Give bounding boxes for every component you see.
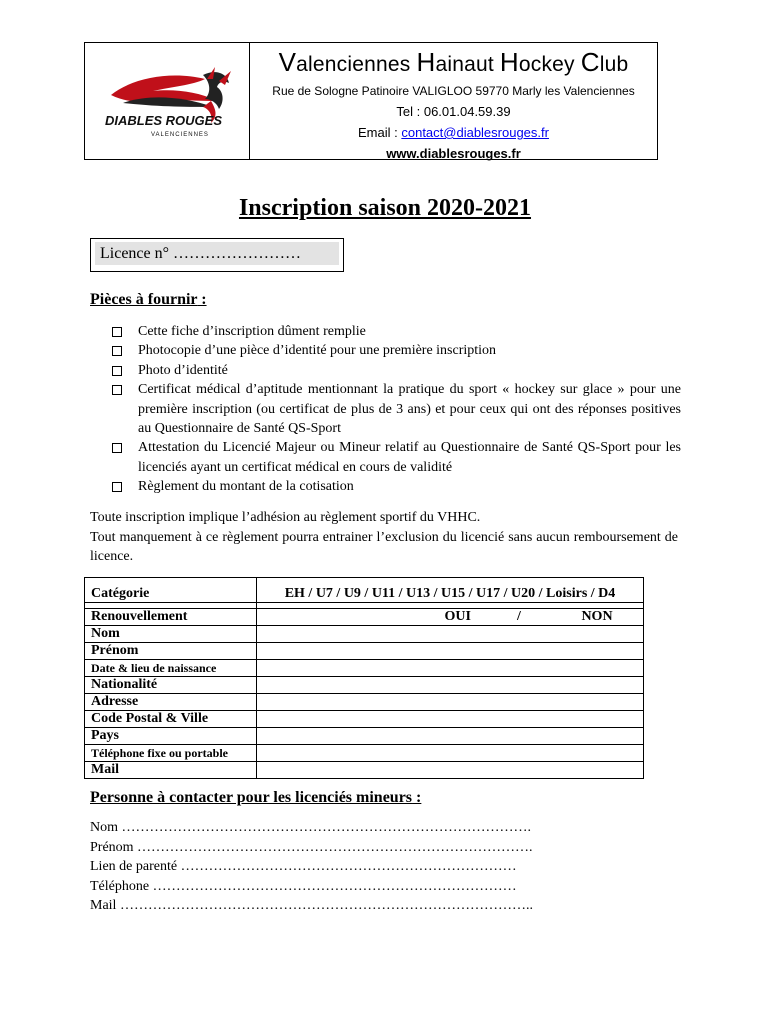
field-label: Nom [85, 626, 257, 643]
field-input[interactable] [257, 728, 644, 745]
licence-number-field: Licence n° …………………… [95, 242, 339, 265]
checkbox[interactable] [112, 346, 122, 356]
oui-option[interactable]: OUI [444, 609, 471, 624]
page-title: Inscription saison 2020-2021 [238, 195, 532, 221]
club-info [250, 43, 657, 159]
logo-subtext: VALENCIENNES [151, 132, 209, 138]
rules-paragraph: Tout manquement à ce règlement pourra entrainer l’exclusion du licencié sans aucun remboursement de licence. [90, 529, 678, 564]
checkbox[interactable] [112, 385, 122, 395]
table-row [85, 694, 644, 711]
non-option[interactable]: NON [581, 609, 613, 624]
list-item: Certificat médical d’aptitude mentionnant la pratique du sport « hockey sur glace » pour une première inscription (ou certificat de plus de 3 ans) et pour ceux qui ont des réponses positives au Questionnaire de Santé QS-Sport [112, 380, 682, 438]
contact-fields [90, 818, 570, 916]
logo-text: DIABLES ROUGES [105, 113, 223, 128]
licence-number-box[interactable] [90, 238, 344, 272]
field-input[interactable] [257, 762, 644, 779]
field-input[interactable] [257, 643, 644, 660]
checkbox[interactable] [112, 366, 122, 376]
pieces-list [112, 322, 682, 497]
contact-mail-line[interactable]: Mail …………………………………………………………………………….. [90, 898, 533, 913]
renouvellement-options[interactable] [257, 609, 644, 626]
field-input[interactable] [257, 745, 644, 762]
club-phone: Tel : 06.01.04.59.39 [396, 104, 511, 119]
field-label: Date & lieu de naissance [85, 660, 257, 677]
field-input[interactable] [257, 626, 644, 643]
table-row [85, 643, 644, 660]
contact-lien-line[interactable]: Lien de parenté ……………………………………………………………… [90, 859, 517, 874]
field-label: Mail [85, 762, 257, 779]
checkbox[interactable] [112, 443, 122, 453]
field-input[interactable] [257, 660, 644, 677]
club-logo-cell [85, 43, 250, 159]
list-item: Attestation du Licencié Majeur ou Mineur relatif au Questionnaire de Santé QS-Sport pour les licenciés ayant un certificat médical en cours de validité [112, 438, 682, 477]
table-row [85, 660, 644, 677]
table-row [85, 578, 644, 603]
club-address: Rue de Sologne Patinoire VALIGLOO 59770 Marly les Valenciennes [272, 84, 635, 98]
table-row [85, 762, 644, 779]
letterhead [84, 42, 658, 160]
rules-text [90, 508, 678, 567]
field-label: Téléphone fixe ou portable [85, 745, 257, 762]
list-item: Photocopie d’une pièce d’identité pour une première inscription [112, 341, 682, 360]
categorie-options[interactable]: EH / U7 / U9 / U11 / U13 / U15 / U17 / U20 / Loisirs / D4 [257, 578, 644, 603]
club-website[interactable]: www.diablesrouges.fr [386, 146, 521, 161]
field-label: Prénom [85, 643, 257, 660]
categorie-label: Catégorie [85, 578, 257, 603]
contact-heading: Personne à contacter pour les licenciés mineurs : [90, 789, 422, 806]
diables-rouges-logo [93, 57, 243, 147]
club-name: Valenciennes Hainaut Hockey Club [278, 47, 629, 77]
registration-form-table [84, 577, 644, 779]
email-link[interactable]: contact@diablesrouges.fr [401, 125, 549, 140]
field-label: Nationalité [85, 677, 257, 694]
renouvellement-label: Renouvellement [85, 609, 257, 626]
field-input[interactable] [257, 711, 644, 728]
rules-paragraph: Toute inscription implique l’adhésion au règlement sportif du VHHC. [90, 510, 481, 525]
field-input[interactable] [257, 677, 644, 694]
table-row [85, 626, 644, 643]
checkbox[interactable] [112, 327, 122, 337]
table-row [85, 728, 644, 745]
table-row [85, 711, 644, 728]
checkbox[interactable] [112, 482, 122, 492]
table-row [85, 677, 644, 694]
table-row [85, 745, 644, 762]
contact-nom-line[interactable]: Nom ……………………………………………………………………………. [90, 820, 531, 835]
list-item: Photo d’identité [112, 361, 682, 380]
field-input[interactable] [257, 694, 644, 711]
list-item: Règlement du montant de la cotisation [112, 477, 682, 496]
contact-prenom-line[interactable]: Prénom …………………………………………………………………………. [90, 839, 533, 855]
field-label: Code Postal & Ville [85, 711, 257, 728]
contact-telephone-line[interactable]: Téléphone …………………………………………………………………… [90, 878, 517, 894]
table-row [85, 609, 644, 626]
pieces-heading: Pièces à fournir : [90, 291, 207, 308]
field-label: Adresse [85, 694, 257, 711]
club-email: Email : contact@diablesrouges.fr [358, 125, 549, 140]
list-item: Cette fiche d’inscription dûment remplie [112, 322, 682, 341]
field-label: Pays [85, 728, 257, 745]
option-separator: / [517, 609, 521, 624]
